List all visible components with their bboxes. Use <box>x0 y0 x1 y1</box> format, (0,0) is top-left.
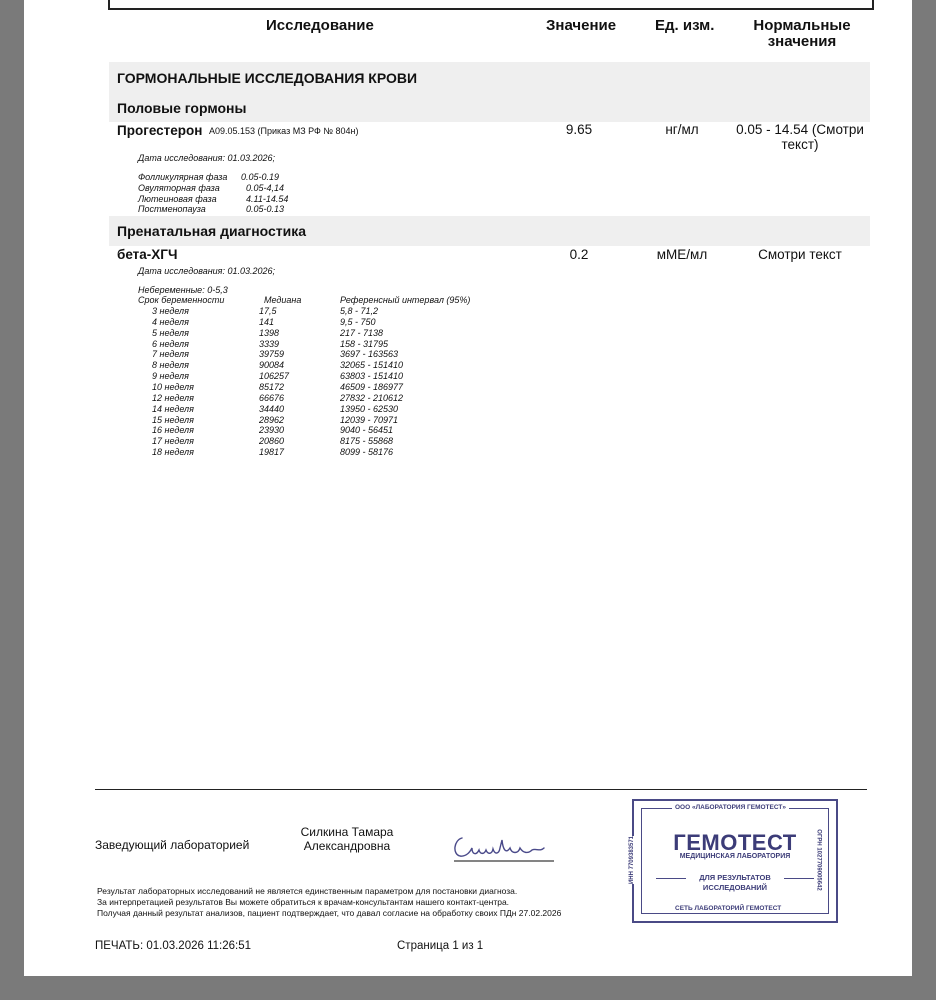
hcg-median: 19817 <box>259 447 285 458</box>
phase-range: 0.05-0.13 <box>246 204 285 215</box>
stamp-inn: ИНН 7709383571 <box>629 835 636 885</box>
footer-divider <box>95 789 867 790</box>
hcg-table-head-term: Срок беременности <box>138 295 225 305</box>
hcg-date: Дата исследования: 01.03.2026; <box>138 266 276 276</box>
hcg-ref: 3697 - 163563 <box>340 349 399 360</box>
hcg-median: 90084 <box>259 360 285 371</box>
column-header-norm-line2: значения <box>767 33 837 50</box>
test-code-progesterone: A09.05.153 (Приказ МЗ РФ № 804н) <box>209 126 359 136</box>
phase-label: Постменопауза <box>138 204 206 215</box>
norm-progesterone-line2: текст) <box>781 137 819 152</box>
disclaimer-line: Получая данный результат анализов, пациент подтверждает, что давал согласие на обработку своих ПДн 27.02.2026 <box>97 908 562 918</box>
lab-stamp <box>629 799 838 923</box>
report-page <box>24 0 912 976</box>
hcg-ref: 46509 - 186977 <box>340 381 404 392</box>
unit-progesterone: нг/мл <box>665 122 699 137</box>
group-title-prenatal: Пренатальная диагностика <box>117 223 307 239</box>
column-header-study: Исследование <box>266 17 374 34</box>
hcg-ref: 32065 - 151410 <box>340 360 404 371</box>
test-name-progesterone: Прогестерон <box>117 123 203 138</box>
hcg-term: 3 неделя <box>152 306 189 316</box>
column-header-value: Значение <box>546 17 617 34</box>
hcg-term: 4 неделя <box>152 316 189 327</box>
group-title-sex-hormones: Половые гормоны <box>117 100 247 116</box>
stamp-inner-frame <box>641 808 829 914</box>
hcg-term: 14 неделя <box>152 403 194 414</box>
hcg-median: 28962 <box>259 414 285 425</box>
hcg-ref: 63803 - 151410 <box>340 371 404 382</box>
norm-hcg: Смотри текст <box>758 247 842 262</box>
hcg-term: 16 неделя <box>152 425 194 436</box>
hcg-median: 3339 <box>259 338 280 349</box>
hcg-ref: 8175 - 55868 <box>340 436 394 447</box>
norm-progesterone <box>730 122 870 152</box>
hcg-ref: 158 - 31795 <box>340 338 389 349</box>
hcg-term: 7 неделя <box>152 349 189 360</box>
hcg-median: 141 <box>259 316 275 327</box>
phase-label: Овуляторная фаза <box>138 182 220 193</box>
test-name-hcg: бета-ХГЧ <box>117 247 178 262</box>
phase-range: 4.11-14.54 <box>246 193 289 204</box>
stamp-results <box>634 873 836 893</box>
hcg-table-head-median: Медиана <box>264 295 302 305</box>
stamp-top-text: ООО «ЛАБОРАТОРИЯ ГЕМОТЕСТ» <box>672 804 789 811</box>
hcg-ref: 9,5 - 750 <box>340 316 376 327</box>
print-timestamp: ПЕЧАТЬ: 01.03.2026 11:26:51 <box>95 940 251 952</box>
hcg-term: 5 неделя <box>152 327 189 338</box>
section-title: ГОРМОНАЛЬНЫЕ ИССЛЕДОВАНИЯ КРОВИ <box>117 70 418 86</box>
hcg-ref: 12039 - 70971 <box>340 414 399 425</box>
stamp-results-line1: ДЛЯ РЕЗУЛЬТАТОВ <box>699 873 771 882</box>
hcg-term: 8 неделя <box>152 360 189 371</box>
progesterone-date: Дата исследования: 01.03.2026; <box>138 153 276 163</box>
hcg-ref: 5,8 - 71,2 <box>340 306 379 316</box>
hcg-term: 9 неделя <box>152 371 189 382</box>
signature-name-line1: Силкина Тамара <box>300 825 394 839</box>
hcg-non-pregnant: Небеременные: 0-5,3 <box>138 285 228 295</box>
unit-hcg: мМЕ/мл <box>656 247 708 262</box>
hcg-ref: 217 - 7138 <box>340 327 384 338</box>
hcg-median: 106257 <box>259 371 290 382</box>
stamp-ogrn: ОГРН 1027709005642 <box>815 829 822 891</box>
signature-role: Заведующий лабораторией <box>95 838 250 852</box>
phase-range: 0.05-4,14 <box>246 182 285 193</box>
hcg-term: 17 неделя <box>152 436 194 447</box>
section-band <box>109 62 870 122</box>
hcg-median: 39759 <box>259 349 285 360</box>
hcg-median: 66676 <box>259 392 285 403</box>
hcg-term: 10 неделя <box>152 381 194 392</box>
hcg-ref: 9040 - 56451 <box>340 425 394 436</box>
group-band-prenatal <box>109 216 870 246</box>
hcg-median: 1398 <box>259 327 280 338</box>
stamp-results-line2: ИССЛЕДОВАНИЙ <box>702 883 768 892</box>
hcg-ref: 27832 - 210612 <box>340 392 404 403</box>
hcg-term: 18 неделя <box>152 447 194 458</box>
hcg-ref: 8099 - 58176 <box>340 447 394 458</box>
column-header-unit: Ед. изм. <box>655 17 715 34</box>
phase-label: Фолликулярная фаза <box>138 172 228 182</box>
signature-name <box>294 825 400 853</box>
disclaimer-line: За интерпретацией результатов Вы можете обратиться к врачам-консультантам нашего контакт-центра. <box>97 897 510 907</box>
hcg-median: 20860 <box>259 436 285 447</box>
stamp-bottom-text: СЕТЬ ЛАБОРАТОРИЙ ГЕМОТЕСТ <box>672 905 784 912</box>
hcg-table-head-ref: Референсный интервал (95%) <box>340 295 471 305</box>
hcg-median: 17,5 <box>259 306 277 316</box>
disclaimer-line: Результат лабораторных исследований не является единственным параметром для постановки диагноза. <box>97 886 518 896</box>
signature-name-line2: Александровна <box>303 839 391 853</box>
disclaimer <box>97 886 561 919</box>
hcg-median: 85172 <box>259 381 285 392</box>
value-progesterone: 9.65 <box>565 122 593 137</box>
diagnosis-box <box>108 0 874 10</box>
norm-progesterone-line1: 0.05 - 14.54 (Смотри <box>736 122 864 137</box>
column-header-norm-line1: Нормальные <box>753 17 851 34</box>
hcg-median: 23930 <box>259 425 285 436</box>
value-hcg: 0.2 <box>569 247 589 262</box>
stamp-brand: ГЕМОТЕСТ <box>673 830 797 855</box>
stamp-subtitle: МЕДИЦИНСКАЯ ЛАБОРАТОРИЯ <box>679 853 791 860</box>
hcg-median: 34440 <box>259 403 285 414</box>
phase-label: Лютеиновая фаза <box>138 193 217 204</box>
phase-range: 0.05-0.19 <box>241 172 280 182</box>
hcg-term: 15 неделя <box>152 414 194 425</box>
hcg-term: 6 неделя <box>152 338 189 349</box>
hcg-term: 12 неделя <box>152 392 194 403</box>
handwritten-signature-icon <box>448 828 558 868</box>
column-header-norm <box>742 18 862 50</box>
hcg-ref: 13950 - 62530 <box>340 403 399 414</box>
page-number: Страница 1 из 1 <box>397 940 484 952</box>
